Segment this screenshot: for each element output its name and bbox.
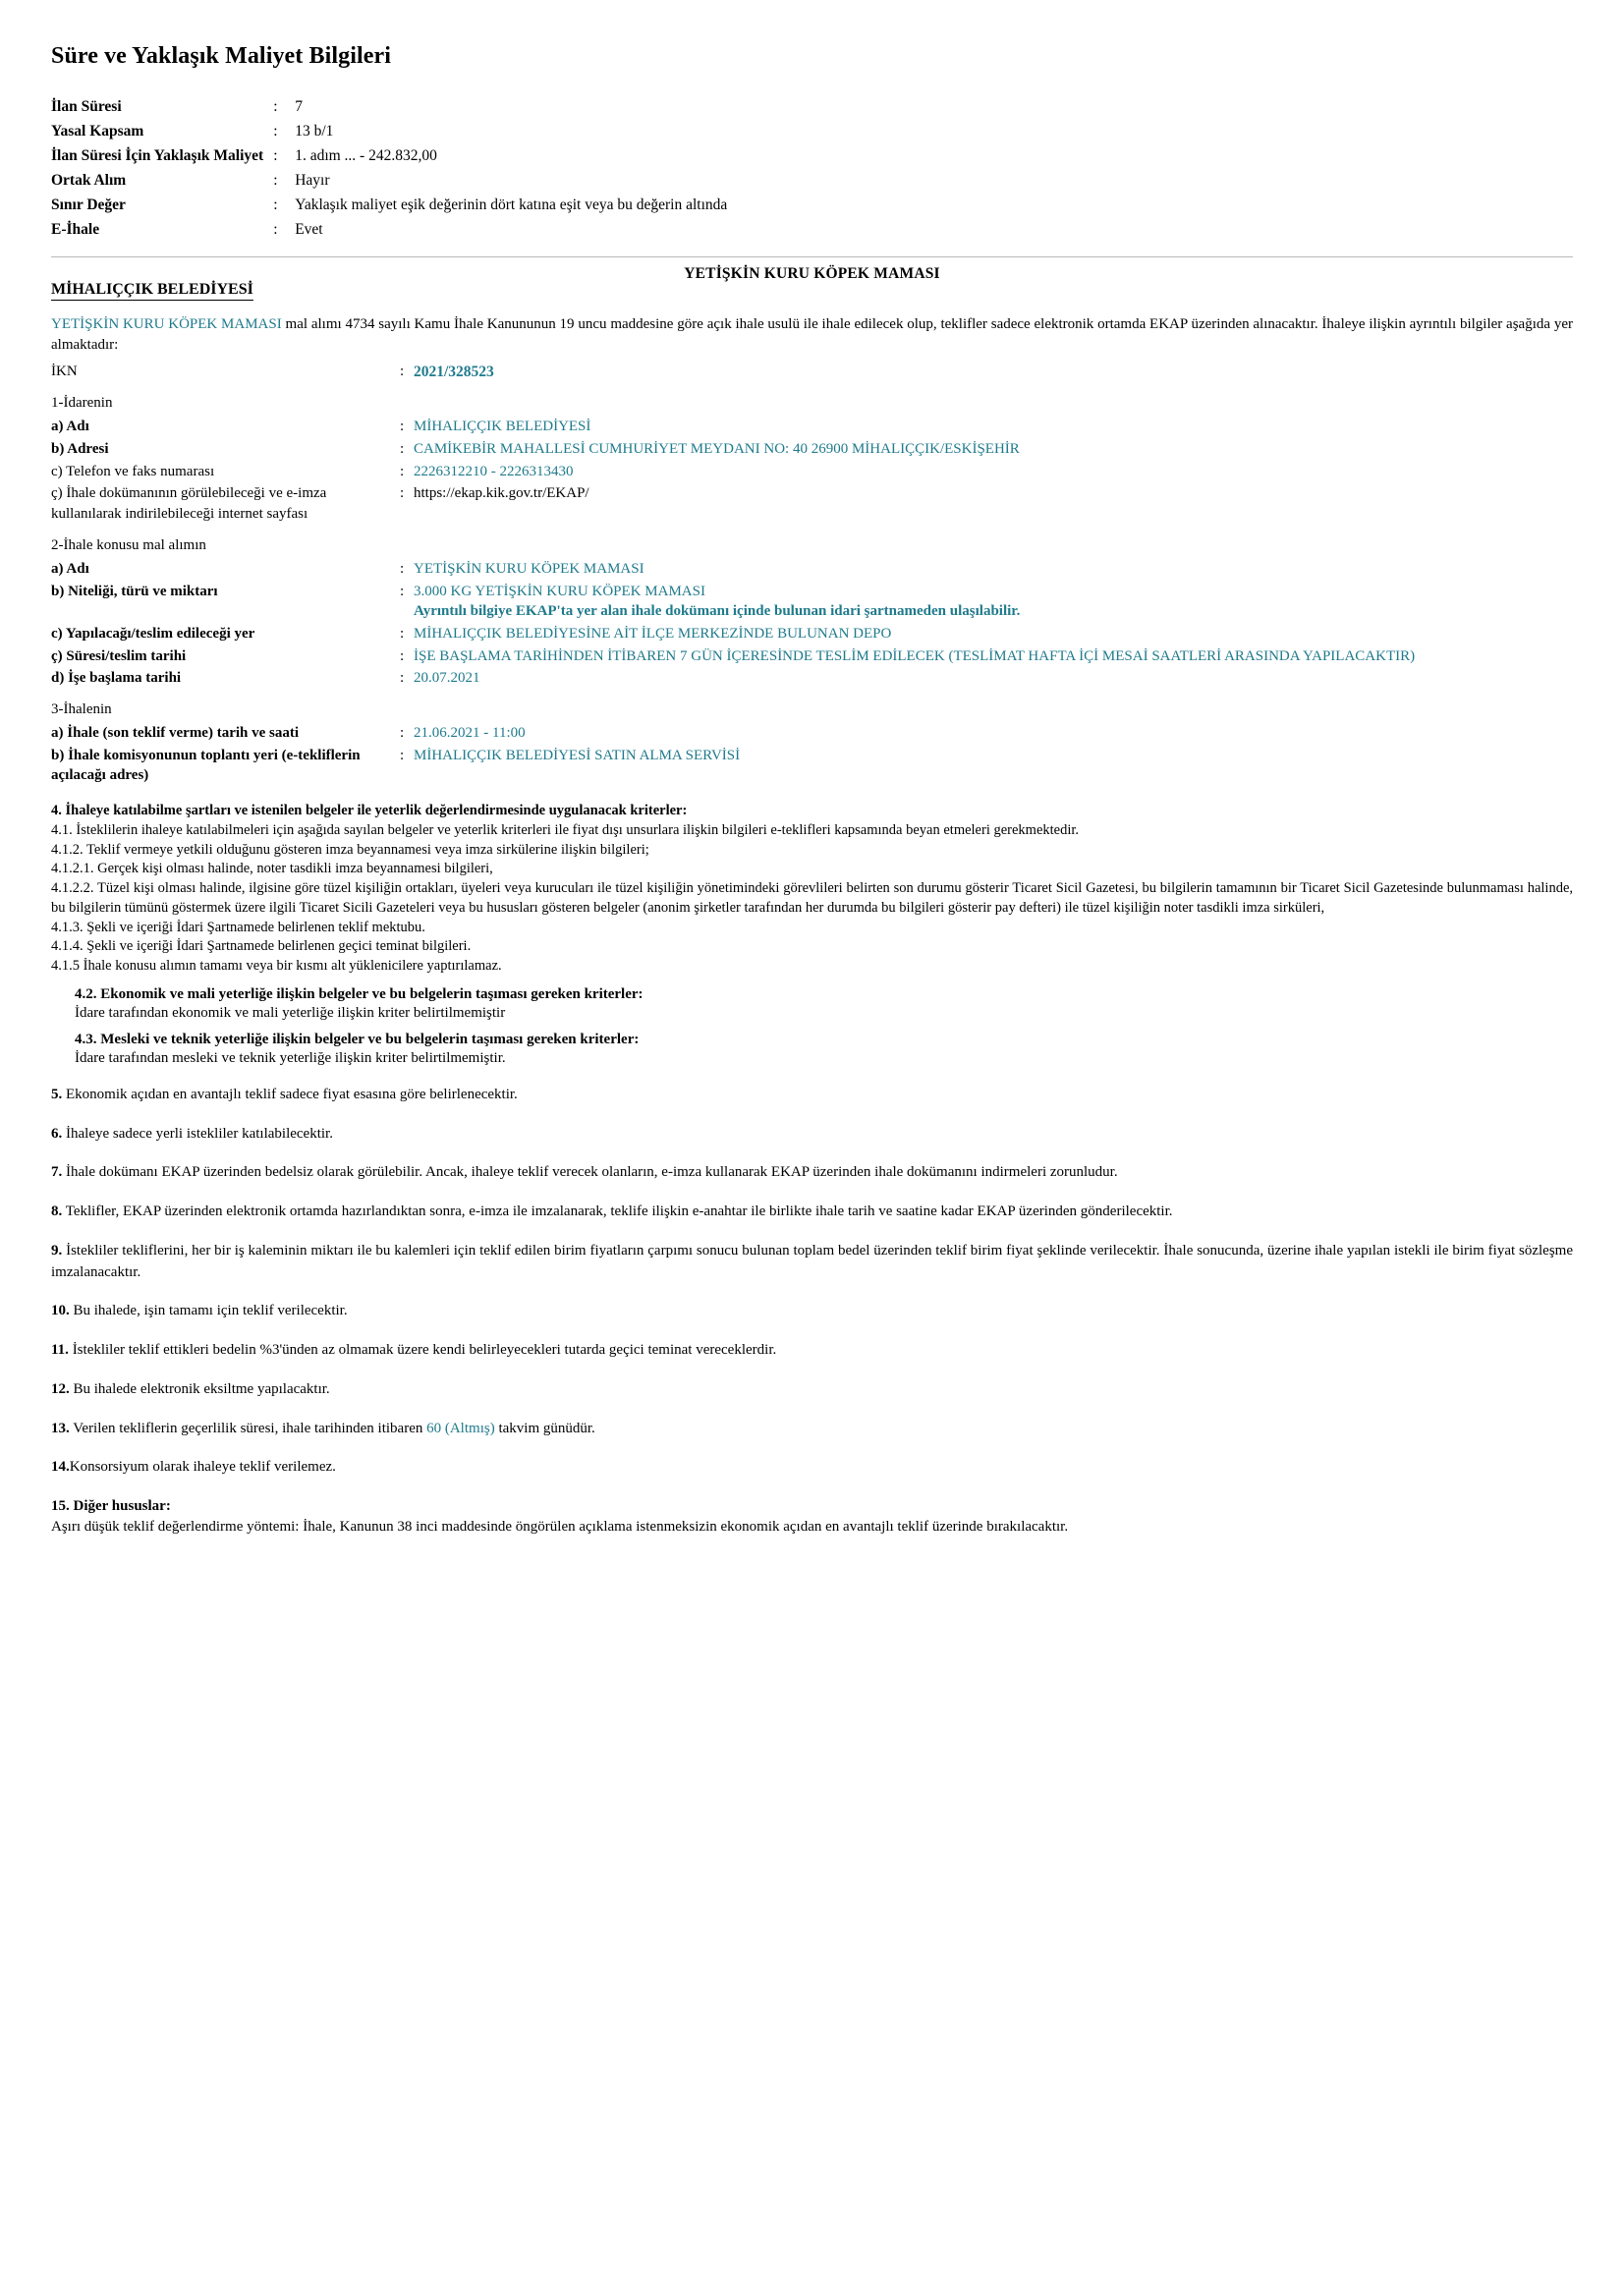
criteria-item: 4.1.3. Şekli ve içeriği İdari Şartnamede belirlenen teklif mektubu. [51,919,425,935]
table-row [51,218,727,243]
paragraph-highlight: 60 (Altmış) [426,1420,495,1436]
row-value: 7 [295,98,303,115]
row-label: b) İhale komisyonunun toplantı yeri (e-tekliflerin açılacağı adres) [51,747,361,784]
section2-table [51,558,1573,690]
intro-text: mal alımı 4734 sayılı Kamu İhale Kanununun 19 uncu maddesine göre açık ihale usulü ile ihale edilecek olup, teklifler sadece elektronik ortamda EKAP üzerinden alınacaktır. İhaleye ilişkin ayrıntılı bilgiler aşağıda yer almaktadır: [51,315,1573,354]
row-value: 21.06.2021 - 11:00 [414,724,526,741]
row-colon: : [400,724,405,741]
paragraph-text: İhaleye sadece yerli istekliler katılabilecektir. [62,1125,333,1142]
row-label: Ortak Alım [51,171,127,189]
intro-paragraph [51,314,1573,358]
row-label: Sınır Değer [51,196,126,213]
table-row [51,482,1573,525]
numbered-paragraph [51,1202,1573,1223]
row-value: YETİŞKİN KURU KÖPEK MAMASI [414,560,644,577]
row-label: b) Niteliği, türü ve miktarı [51,583,218,599]
section1-title: 1-İdarenin [51,395,113,412]
table-row [51,169,727,194]
row-value: İŞE BAŞLAMA TARİHİNDEN İTİBAREN 7 GÜN İÇERESİNDE TESLİM EDİLECEK (TESLİMAT HAFTA İÇİ MESAİ SAATLERİ ARASINDA YAPILACAKTIR) [414,647,1416,664]
paragraph-number: 9. [51,1242,63,1259]
page-title: Süre ve Yaklaşık Maliyet Bilgileri [51,43,392,69]
paragraph-text: İstekliler tekliflerini, her bir iş kaleminin miktarı ile bu kalemleri için teklif edilen birim fiyatların çarpımı sonucu bulunan toplam bedel üzerinden teklif birim fiyat şeklinde verilecektir. İhale sonucunda, üzerine ihale yapılan istekli ile birim fiyat sözleşme imzalanacaktır. [51,1242,1573,1280]
paragraph-number: 7. [51,1164,63,1181]
subsection-heading-technical: 4.3. Mesleki ve teknik yeterliğe ilişkin belgeler ve bu belgelerin taşıması gereken kriterler: [75,1031,640,1047]
row-label: ç) Süresi/teslim tarihi [51,647,187,664]
row-value-group [414,581,1573,623]
numbered-paragraph [51,1379,1573,1401]
row-label: İlan Süresi [51,98,122,115]
numbered-paragraph [51,1124,1573,1146]
row-colon: : [400,560,405,577]
row-label: d) İşe başlama tarihi [51,670,182,687]
table-row [51,361,1573,383]
table-row [51,120,727,144]
numbered-paragraph [51,1340,1573,1362]
row-colon: : [400,747,405,763]
paragraph-text: Ekonomik açıdan en avantajlı teklif sadece fiyat esasına göre belirlenecektir. [62,1086,518,1102]
table-row [51,745,1573,787]
table-row [51,645,1573,668]
paragraph-text: Verilen tekliflerin geçerlilik süresi, ihale tarihinden itibaren [69,1420,427,1436]
divider [51,256,1573,257]
section3-table [51,722,1573,787]
numbered-paragraph [51,1241,1573,1284]
other-matters-body: Aşırı düşük teklif değerlendirme yöntemi: İhale, Kanunun 38 inci maddesinde öngörülen açıklama istenmeksizin ekonomik açıdan en avantajlı teklif üzerinde bırakılacaktır. [51,1519,1069,1536]
row-colon: : [273,146,278,164]
row-label: a) Adı [51,419,89,435]
row-label: c) Yapılacağı/teslim edileceği yer [51,625,255,642]
criteria-item: 4.1. İsteklilerin ihaleye katılabilmeleri için aşağıda sayılan belgeler ve yeterlik kriterleri ile fiyat dışı unsurlara ilişkin bilgileri e-teklifleri kapsamında beyan etmeleri gerekmektedir. [51,822,1080,839]
row-colon: : [400,485,405,502]
paragraph-number: 6. [51,1125,63,1142]
numbered-paragraph [51,1301,1573,1322]
row-colon: : [400,441,405,458]
criteria-item: 4.1.4. Şekli ve içeriği İdari Şartnamede belirlenen geçici teminat bilgileri. [51,938,472,955]
row-colon: : [273,220,278,238]
row-value: 2226312210 - 2226313430 [414,463,574,479]
criteria-item: 4.1.5 İhale konusu alımın tamamı veya bir kısmı alt yüklenicilere yaptırılamaz. [51,958,502,975]
organization-name: MİHALIÇÇIK BELEDİYESİ [51,281,253,301]
subsection-body-economic: İdare tarafından ekonomik ve mali yeterliğe ilişkin kriter belirtilmemiştir [75,1004,506,1021]
table-row [51,558,1573,581]
table-row [51,144,727,169]
ikn-label: İKN [51,364,78,380]
row-value: CAMİKEBİR MAHALLESİ CUMHURİYET MEYDANI NO: 40 26900 MİHALIÇÇIK/ESKİŞEHİR [414,441,1020,458]
row-colon: : [400,625,405,642]
row-value-secondary: Ayrıntılı bilgiye EKAP'ta yer alan ihale dokümanı içinde bulunan idari şartnameden ulaşılabilir. [414,603,1021,620]
paragraph-text-after: takvim günüdür. [494,1420,595,1436]
row-colon: : [273,171,278,189]
paragraph-number: 8. [51,1203,63,1220]
paragraph-text: Konsorsiyum olarak ihaleye teklif verilemez. [69,1459,336,1476]
ikn-table [51,361,1573,383]
numbered-paragraph [51,1162,1573,1184]
row-colon: : [273,122,278,140]
organization-line [51,281,1573,301]
table-row [51,722,1573,745]
paragraph-number: 13. [51,1420,70,1436]
section1-table [51,416,1573,525]
row-colon: : [400,647,405,664]
row-value: Hayır [295,171,330,189]
criteria-heading: 4. İhaleye katılabilme şartları ve istenilen belgeler ile yeterlik değerlendirmesinde uygulanacak kriterler: [51,803,688,819]
paragraph-number: 10. [51,1303,70,1319]
table-row [51,438,1573,461]
row-colon: : [400,419,405,435]
row-value: MİHALIÇÇIK BELEDİYESİNE AİT İLÇE MERKEZİNDE BULUNAN DEPO [414,625,892,642]
paragraph-text: Teklifler, EKAP üzerinden elektronik ortamda hazırlandıktan sonra, e-imza ile imzalanarak, teklife ilişkin e-anahtar ile birlikte ihale tarih ve saatine kadar EKAP üzerinden gönderilecektir. [62,1203,1173,1220]
row-value: Yaklaşık maliyet eşik değerinin dört katına eşit veya bu değerin altında [295,196,728,213]
row-value: 13 b/1 [295,122,334,140]
other-matters-heading: 15. Diğer hususlar: [51,1498,171,1515]
criteria-item: 4.1.2.1. Gerçek kişi olması halinde, noter tasdikli imza beyannamesi bilgileri, [51,861,493,877]
row-value: 1. adım ... - 242.832,00 [295,146,437,164]
criteria-item: 4.1.2. Teklif vermeye yetkili olduğunu gösteren imza beyannamesi veya imza sirkülerine ilişkin bilgileri; [51,841,649,858]
paragraph-number: 11. [51,1342,69,1359]
table-row [51,581,1573,623]
row-value: Evet [295,220,323,238]
paragraph-number: 14. [51,1459,70,1476]
criteria-item: 4.1.2.2. Tüzel kişi olması halinde, ilgisine göre tüzel kişiliğin ortakları, üyeleri veya kurucuları ile tüzel kişiliğin yönetimindeki görevlileri belirten son durumu gösterir Ticaret Sicil Gazetesi, bu bilgilerin tamamının bir Ticaret Sicil Gazetesinde bulunmaması halinde, bu bilgilerin tümünü göstermek üzere ilgili Ticaret Sicili Gazeteleri veya bu hususları gösteren belgeler (anonim şirketler tarafından her durumda bu bilgileri gösterir pay defteri) ile tüzel kişiliğin noter tasdikli imza sirküleri, [51,880,1573,916]
row-value: MİHALIÇÇIK BELEDİYESİ SATIN ALMA SERVİSİ [414,747,741,763]
paragraph-text: İhale dokümanı EKAP üzerinden bedelsiz olarak görülebilir. Ancak, ihaleye teklif verecek olanların, e-imza kullanarak EKAP üzerinden ihale dokümanını indirmeleri zorunludur. [62,1164,1118,1181]
row-label: Yasal Kapsam [51,122,144,140]
table-row [51,461,1573,483]
row-label: ç) İhale dokümanının görülebileceği ve e-imza kullanılarak indirilebileceği internet sayfası [51,485,327,523]
row-colon: : [400,463,405,479]
table-row [51,416,1573,438]
row-label: a) Adı [51,560,89,577]
row-label: c) Telefon ve faks numarası [51,463,215,479]
ikn-colon: : [400,364,405,380]
table-row [51,194,727,218]
paragraph-text: Bu ihalede elektronik eksiltme yapılacaktır. [69,1380,330,1397]
row-colon: : [400,670,405,687]
row-label: İlan Süresi İçin Yaklaşık Maliyet [51,146,264,164]
ikn-value: 2021/328523 [414,364,494,381]
paragraph-number: 12. [51,1380,70,1397]
row-label: E-İhale [51,220,100,238]
numbered-paragraph [51,1457,1573,1479]
row-colon: : [273,196,278,213]
row-colon: : [400,583,405,599]
row-value: 3.000 KG YETİŞKİN KURU KÖPEK MAMASI [414,583,705,599]
table-row [51,667,1573,690]
subsection-body-technical: İdare tarafından mesleki ve teknik yeterliğe ilişkin kriter belirtilmemiştir. [75,1049,506,1066]
numbered-paragraph [51,1085,1573,1106]
section3-title: 3-İhalenin [51,700,112,717]
row-colon: : [273,98,278,115]
row-label: b) Adresi [51,441,109,458]
paragraph-text: Bu ihalede, işin tamamı için teklif verilecektir. [69,1303,348,1319]
section2-title: 2-İhale konusu mal alımın [51,536,206,553]
row-label: a) İhale (son teklif verme) tarih ve saati [51,724,300,741]
row-value: 20.07.2021 [414,670,480,687]
paragraph-number: 5. [51,1086,63,1102]
cost-info-table [51,95,727,243]
criteria-block [51,803,1573,977]
notice-center-title: YETİŞKİN KURU KÖPEK MAMASI [684,264,940,282]
numbered-paragraph [51,1419,1573,1440]
table-row [51,623,1573,645]
table-row [51,95,727,120]
row-value: MİHALIÇÇIK BELEDİYESİ [414,419,591,435]
subsection-heading-economic: 4.2. Ekonomik ve mali yeterliğe ilişkin belgeler ve bu belgelerin taşıması gereken kriterler: [75,985,644,1002]
paragraph-text: İstekliler teklif ettikleri bedelin %3'ünden az olmamak üzere kendi belirleyecekleri tutarda geçici teminat vereceklerdir. [68,1342,777,1359]
intro-highlight: YETİŞKİN KURU KÖPEK MAMASI [51,315,282,332]
row-value: https://ekap.kik.gov.tr/EKAP/ [414,485,589,502]
